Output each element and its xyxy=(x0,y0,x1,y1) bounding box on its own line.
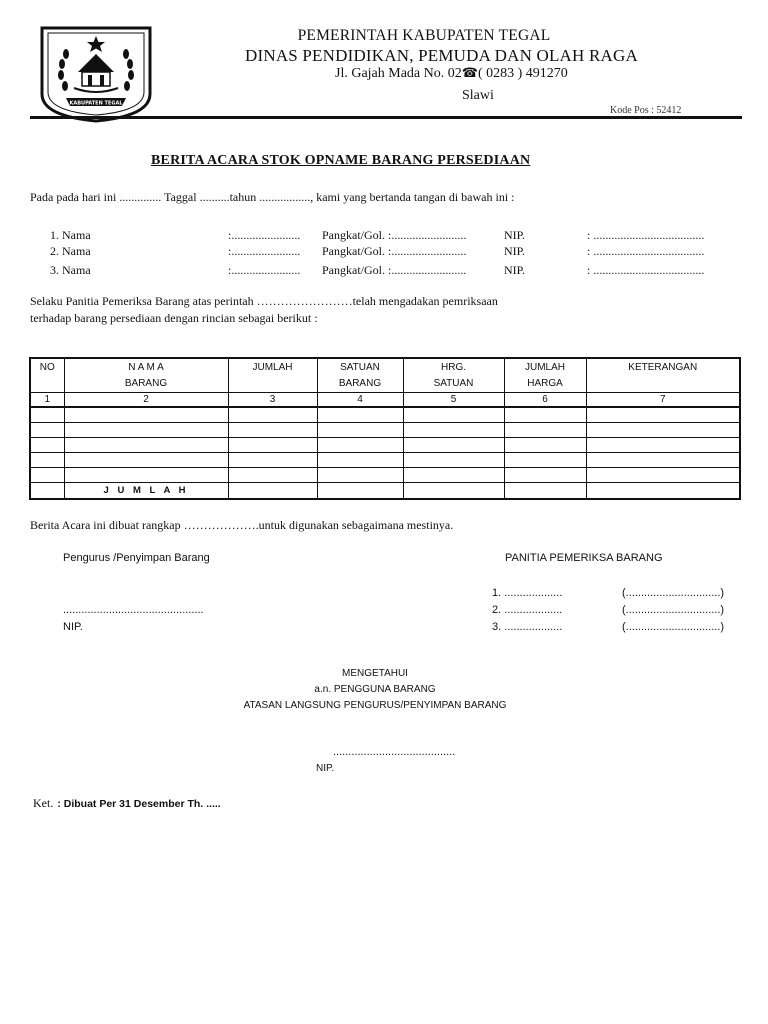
member-name-field: :....................... xyxy=(228,228,301,242)
table-cell xyxy=(504,407,586,423)
table-cell xyxy=(317,453,403,468)
table-cell xyxy=(64,423,228,438)
storekeeper-nip: NIP. xyxy=(63,621,83,633)
table-cell xyxy=(586,407,740,423)
table-cell xyxy=(504,438,586,453)
table-cell xyxy=(317,468,403,483)
table-total-row xyxy=(30,483,740,500)
table-cell xyxy=(504,483,586,500)
table-row xyxy=(30,423,740,438)
table-cell xyxy=(64,407,228,423)
table-cell xyxy=(403,483,504,500)
table-cell xyxy=(403,438,504,453)
committee-member-number: 1. ................... xyxy=(492,587,563,599)
table-cell xyxy=(586,483,740,500)
note-text: : Dibuat Per 31 Desember Th. ..... xyxy=(57,798,221,810)
agency-name-line2: DINAS PENDIDIKAN, PEMUDA DAN OLAH RAGA xyxy=(245,46,638,65)
agency-city: Slawi xyxy=(462,88,494,103)
address-text: Jl. Gajah Mada No. 02 xyxy=(335,66,462,81)
table-cell xyxy=(504,423,586,438)
member-name-field: :....................... xyxy=(228,244,301,258)
column-index-row xyxy=(30,393,740,408)
table-cell xyxy=(228,468,317,483)
table-cell xyxy=(317,423,403,438)
committee-member-signature: (...............................) xyxy=(622,621,725,633)
member-nip-label: NIP. xyxy=(504,244,526,258)
member-rank-field: Pangkat/Gol. :......................... xyxy=(322,263,467,277)
table-cell xyxy=(403,423,504,438)
table-cell xyxy=(586,423,740,438)
table-cell xyxy=(64,468,228,483)
table-cell xyxy=(317,483,403,500)
committee-statement-line2: terhadap barang persediaan dengan rincian sebagai berikut : xyxy=(30,311,318,325)
table-cell xyxy=(403,468,504,483)
table-cell xyxy=(64,438,228,453)
table-header-row xyxy=(30,358,740,393)
member-label: 2. Nama xyxy=(50,244,91,258)
column-header: NO xyxy=(30,358,64,393)
agency-address xyxy=(335,66,568,82)
letterhead-rule xyxy=(30,116,742,119)
committee-member-signature: (...............................) xyxy=(622,587,725,599)
note xyxy=(33,794,221,812)
table-cell xyxy=(586,438,740,453)
intro-text: Pada pada hari ini .............. Taggal ..........tahun ................., kami yang bertanda tangan di bawah ini : xyxy=(30,190,515,204)
superior-nip: NIP. xyxy=(316,763,335,774)
storekeeper-role: Pengurus /Penyimpan Barang xyxy=(63,552,210,564)
storekeeper-name-line: .............................................. xyxy=(63,604,204,616)
agency-name-line1: PEMERINTAH KABUPATEN TEGAL xyxy=(297,27,551,44)
table-cell xyxy=(504,468,586,483)
table-cell xyxy=(228,438,317,453)
note-label: Ket. xyxy=(33,796,54,810)
member-label: 1. Nama xyxy=(50,228,91,242)
total-label: J U M L A H xyxy=(64,483,228,500)
member-rank-field: Pangkat/Gol. :......................... xyxy=(322,228,467,242)
committee-statement-line1: Selaku Panitia Pemeriksa Barang atas perintah ……………………telah mengadakan pemriksaan xyxy=(30,294,498,308)
table-cell xyxy=(317,407,403,423)
table-cell xyxy=(30,423,64,438)
table-cell xyxy=(586,468,740,483)
member-nip-field: : ..................................... xyxy=(587,228,705,242)
svg-text:KABUPATEN TEGAL: KABUPATEN TEGAL xyxy=(69,100,123,107)
member-nip-field: : ..................................... xyxy=(587,263,705,277)
table-row xyxy=(30,453,740,468)
acknowledgement-heading: MENGETAHUI xyxy=(342,668,408,679)
stock-opname-table xyxy=(29,357,741,500)
table-cell xyxy=(64,453,228,468)
column-index: 7 xyxy=(586,393,740,408)
phone-number: ( 0283 ) 491270 xyxy=(477,66,568,81)
member-nip-label: NIP. xyxy=(504,228,526,242)
column-index: 2 xyxy=(64,393,228,408)
table-cell xyxy=(30,407,64,423)
member-label: 3. Nama xyxy=(50,263,91,277)
table-cell xyxy=(403,453,504,468)
committee-member-number: 3. ................... xyxy=(492,621,563,633)
member-nip-field: : ..................................... xyxy=(587,244,705,258)
member-name-field: :....................... xyxy=(228,263,301,277)
member-rank-field: Pangkat/Gol. :......................... xyxy=(322,244,467,258)
committee-member-signature: (...............................) xyxy=(622,604,725,616)
table-cell xyxy=(586,453,740,468)
telephone-icon: ☎ xyxy=(461,66,478,81)
column-header: JUMLAH xyxy=(228,358,317,393)
column-index: 6 xyxy=(504,393,586,408)
committee-member-number: 2. ................... xyxy=(492,604,563,616)
committee-role: PANITIA PEMERIKSA BARANG xyxy=(505,552,663,564)
acknowledgement-superior: ATASAN LANGSUNG PENGURUS/PENYIMPAN BARANG xyxy=(243,700,507,711)
table-row xyxy=(30,438,740,453)
table-cell xyxy=(30,483,64,500)
column-header: KETERANGAN xyxy=(586,358,740,393)
table-cell xyxy=(30,468,64,483)
table-cell xyxy=(30,438,64,453)
table-cell xyxy=(228,423,317,438)
table-cell xyxy=(228,453,317,468)
member-nip-label: NIP. xyxy=(504,263,526,277)
table-row xyxy=(30,407,740,423)
column-index: 1 xyxy=(30,393,64,408)
table-cell xyxy=(403,407,504,423)
table-cell xyxy=(228,483,317,500)
document-title: BERITA ACARA STOK OPNAME BARANG PERSEDIAAN xyxy=(151,153,531,168)
column-index: 5 xyxy=(403,393,504,408)
column-header: SATUAN BARANG xyxy=(317,358,403,393)
table-cell xyxy=(504,453,586,468)
table-row xyxy=(30,468,740,483)
table-cell xyxy=(30,453,64,468)
column-header: N A M A BARANG xyxy=(64,358,228,393)
table-cell xyxy=(317,438,403,453)
column-index: 4 xyxy=(317,393,403,408)
column-header: HRG. SATUAN xyxy=(403,358,504,393)
closing-statement: Berita Acara ini dibuat rangkap ……………….untuk digunakan sebagaimana mestinya. xyxy=(30,518,454,532)
superior-name-line: ........................................ xyxy=(333,746,456,758)
postal-code: Kode Pos : 52412 xyxy=(610,105,682,115)
column-index: 3 xyxy=(228,393,317,408)
acknowledgement-user: a.n. PENGGUNA BARANG xyxy=(314,684,436,695)
table-cell xyxy=(228,407,317,423)
column-header: JUMLAH HARGA xyxy=(504,358,586,393)
